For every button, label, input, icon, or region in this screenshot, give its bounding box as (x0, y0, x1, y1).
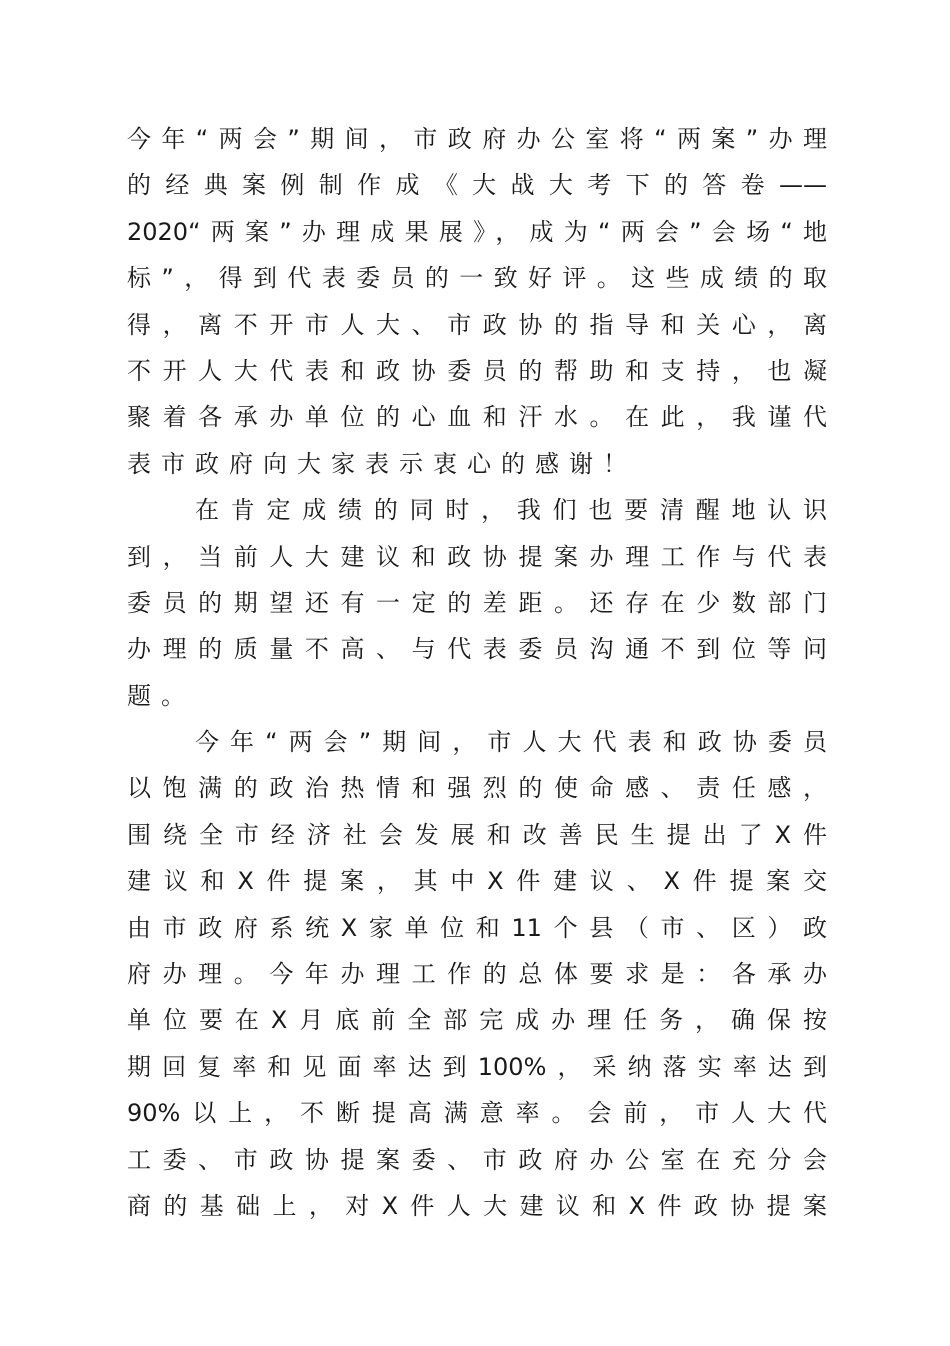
text-line: 建议和X件提案，其中X件建议、X件提案交 (127, 867, 827, 896)
text-line: 表市政府向大家表示衷心的感谢！ (127, 449, 637, 478)
text-line: 今年“两会”期间，市政府办公室将“两案”办理 (127, 125, 827, 153)
text-line: 的经典案例制作成《大战大考下的答卷—— (127, 171, 827, 200)
text-line: 由市政府系统X家单位和11个县（市、区）政 (127, 913, 827, 942)
text-line: 工委、市政协提案委、市政府办公室在充分会 (127, 1145, 827, 1174)
text-line: 单位要在X月底前全部完成办理任务，确保按 (127, 1006, 827, 1035)
text-line: 90%以上，不断提高满意率。会前，市人大代 (127, 1099, 827, 1128)
text-line: 商的基础上，对X件人大建议和X件政协提案 (127, 1191, 827, 1220)
document-body (127, 116, 827, 1229)
text-line: 今年“两会”期间，市人大代表和政协委员 (195, 728, 827, 757)
text-line: 2020“两案”办理成果展》，成为“两会”会场“地 (127, 217, 827, 246)
text-line: 以饱满的政治热情和强烈的使命感、责任感， (127, 774, 827, 803)
text-line: 府办理。今年办理工作的总体要求是：各承办 (127, 960, 827, 989)
text-line: 委员的期望还有一定的差距。还存在少数部门 (127, 588, 827, 617)
text-line: 不开人大代表和政协委员的帮助和支持，也凝 (127, 356, 827, 385)
paragraph-3 (127, 719, 827, 1229)
text-line: 办理的质量不高、与代表委员沟通不到位等问 (127, 635, 827, 664)
text-line: 在肯定成绩的同时，我们也要清醒地认识 (195, 496, 827, 525)
text-line: 期回复率和见面率达到100%，采纳落实率达到 (127, 1052, 827, 1081)
paragraph-1 (127, 116, 827, 487)
text-line: 围绕全市经济社会发展和改善民生提出了X件 (127, 820, 827, 849)
text-line: 题。 (127, 681, 195, 710)
text-line: 标”，得到代表委员的一致好评。这些成绩的取 (127, 264, 827, 293)
text-line: 聚着各承办单位的心血和汗水。在此，我谨代 (127, 403, 827, 432)
text-line: 到，当前人大建议和政协提案办理工作与代表 (127, 542, 827, 571)
paragraph-2 (127, 487, 827, 719)
text-line: 得，离不开市人大、市政协的指导和关心，离 (127, 310, 827, 339)
